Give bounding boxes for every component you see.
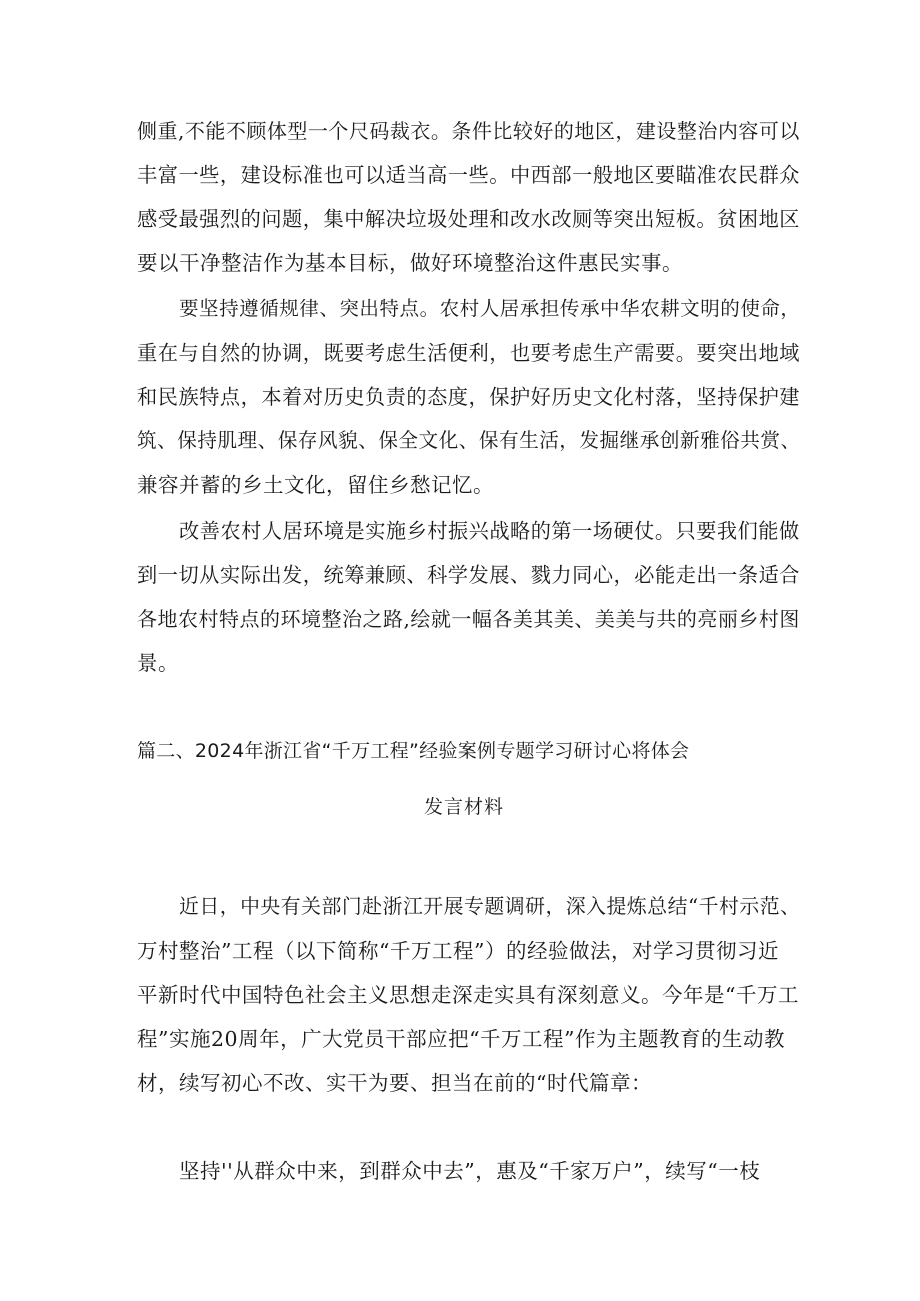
p3-line-3: 各地农村特点的环境整治之路,绘就一幅各美其美、美美与共的亮丽乡村图 (137, 607, 800, 631)
section-title: 篇二、2024年浙江省“千万工程”经验案例专题学习研讨心将体会 (137, 740, 690, 762)
p4-line-4: 程”实施20周年，广大党员干部应把“千万工程”作为主题教育的生动教 (137, 1027, 786, 1051)
p3-line-4: 景。 (137, 651, 179, 675)
p4-line-2: 万村整治”工程（以下简称“千万工程”）的经验做法，对学习贯彻习近 (137, 939, 779, 963)
p1-line-4: 要以干净整洁作为基本目标，做好环境整治这件惠民实事。 (137, 251, 683, 275)
p3-line-2: 到一切从实际出发，统筹兼顾、科学发展、戮力同心，必能走出一条适合 (137, 563, 801, 587)
p5-line-1: 坚持''从群众中来，到群众中去”，惠及“千家万户”，续写“一枝 (179, 1159, 761, 1183)
p1-line-3: 感受最强烈的问题，集中解决垃圾处理和改水改厕等突出短板。贫困地区 (137, 207, 801, 231)
p1-line-1: 侧重,不能不顾体型一个尺码裁衣。条件比较好的地区，建设整治内容可以 (137, 119, 800, 143)
p4-line-3: 平新时代中国特色社会主义思想走深走实具有深刻意义。今年是“千万工 (137, 983, 799, 1007)
p2-line-4: 筑、保持肌理、保存风貌、保全文化、保有生活，发掘继承创新雅俗共赏、 (137, 429, 801, 452)
p2-line-3: 和民族特点，本着对历史负责的态度，保护好历史文化村落，坚持保护建 (137, 385, 801, 409)
section-subtitle: 发言材料 (424, 796, 505, 818)
p1-line-2: 丰富一些，建设标准也可以适当高一些。中西部一般地区要瞄准农民群众 (137, 163, 801, 187)
p4-line-5: 材，续写初心不改、实干为要、担当在前的“时代篇章： (137, 1071, 652, 1095)
p2-line-5: 兼容并蓄的乡土文化，留住乡愁记忆。 (137, 473, 494, 497)
p4-line-1: 近日，中央有关部门赴浙江开展专题调研，深入提炼总结“千村示范、 (179, 895, 801, 918)
p2-line-2: 重在与自然的协调，既要考虑生活便利，也要考虑生产需要。要突出地域 (137, 341, 801, 365)
p3-line-1: 改善农村人居环境是实施乡村振兴战略的第一场硬仗。只要我们能做 (179, 519, 800, 543)
p2-line-1: 要坚持遵循规律、突出特点。农村人居承担传承中华农耕文明的使命， (179, 297, 801, 320)
